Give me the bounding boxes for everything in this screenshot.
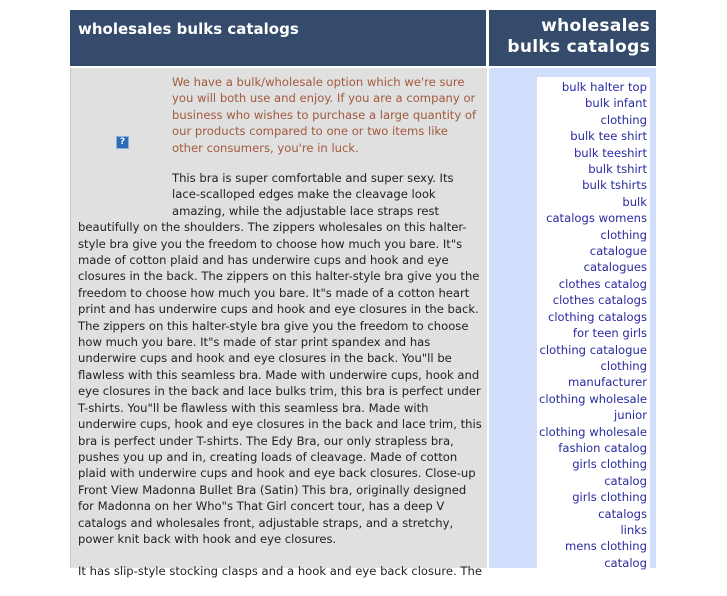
help-image-icon: ? [116,136,129,149]
sidebar-link[interactable]: clothing manufacturer [568,358,647,390]
sidebar-link[interactable]: bulk tee shirt [570,129,647,144]
sidebar-link[interactable]: catalogue [589,244,647,259]
sidebar-link[interactable]: bulk halter top [561,80,647,94]
sidebar-link[interactable]: bulk tshirts [582,178,647,193]
intro-text: We have a bulk/wholesale option which we're sure you will both use and enjoy. If you are a company or business who wishes to purchase a large quantity of our products compared to one or two items like other consumers, you're in luck. [172,75,477,155]
sidebar-link[interactable]: clothing catalogue [539,342,647,357]
sidebar-link[interactable]: mens clothing catalog [564,539,647,570]
sidebar-link[interactable]: bulk [622,194,647,209]
sidebar-link[interactable]: girls clothing catalogs [572,490,647,521]
sidebar-link[interactable]: girls clothing catalog [572,457,647,488]
sidebar-link[interactable]: catalogues [583,260,647,275]
sidebar-link[interactable]: clothing wholesale [539,424,647,439]
sidebar-link-list [537,77,650,571]
sidebar-link[interactable]: clothing wholesale junior [539,391,647,423]
sidebar-link[interactable]: links [620,522,647,537]
sidebar-title: wholesales bulks catalogs [489,10,656,66]
article-paragraph: This bra is super comfortable and super sexy. Its lace-scalloped edges make the cleavage look amazing, while the adjustable lace straps rest beautifully on the shoulders. The zippers wholesales on this halter-style bra give you the freedom to choose how much you bare. It"s made of cotton plaid and has underwire cups and hook and eye closures in the back. The zippers on this halter-style bra give you the freedom to choose how much you bare. It"s made of a cotton heart print and has underwire cups and hook and eye closures in the back. The zippers on this halter-style bra give you the freedom to choose how much you bare. It"s made of star print spandex and has underwire cups and hook and eye closures in the back. You"ll be flawless with this seamless bra. Made with underwire cups, hook and eye closures in the back and lace bulks trim, this bra is perfect under T-shirts. You"ll be flawless with this seamless bra. Made with underwire cups, hook and eye closures in the back and lace trim, this bra is perfect under T-shirts. The Edy Bra, our only strapless bra, pushes you up and in, creating loads of cleavage. Made of cotton plaid with underwire cups and hook and eye back closures. Close-up Front View Madonna Bullet Bra (Satin) This bra, originally designed for Madonna on her Who"s That Girl concert tour, has a deep V catalogs and wholesales front, adjustable straps, and a stretchy, power knit back with hook and eye closures. [78,171,482,546]
sidebar-link[interactable]: clothes catalog [558,276,647,291]
sidebar-link[interactable]: bulk teeshirt [573,145,647,160]
sidebar-link[interactable]: clothing catalogs for teen girls [547,309,647,341]
sidebar-link[interactable]: clothes catalogs [552,293,647,308]
sidebar-panel [489,68,656,568]
sidebar-link[interactable]: fashion catalog [558,440,647,455]
sidebar [489,10,656,570]
content-area [70,68,487,579]
sidebar-link[interactable]: bulk tshirt [588,162,647,177]
article-body [78,170,483,596]
main-column [70,10,487,579]
sidebar-link[interactable]: catalogs womens clothing [546,211,647,242]
article-paragraph: It has slip-style stocking clasps and a hook and eye back closure. The [78,564,482,579]
page-title: wholesales bulks catalogs [70,10,487,66]
sidebar-link[interactable]: bulk infant clothing [585,96,647,127]
